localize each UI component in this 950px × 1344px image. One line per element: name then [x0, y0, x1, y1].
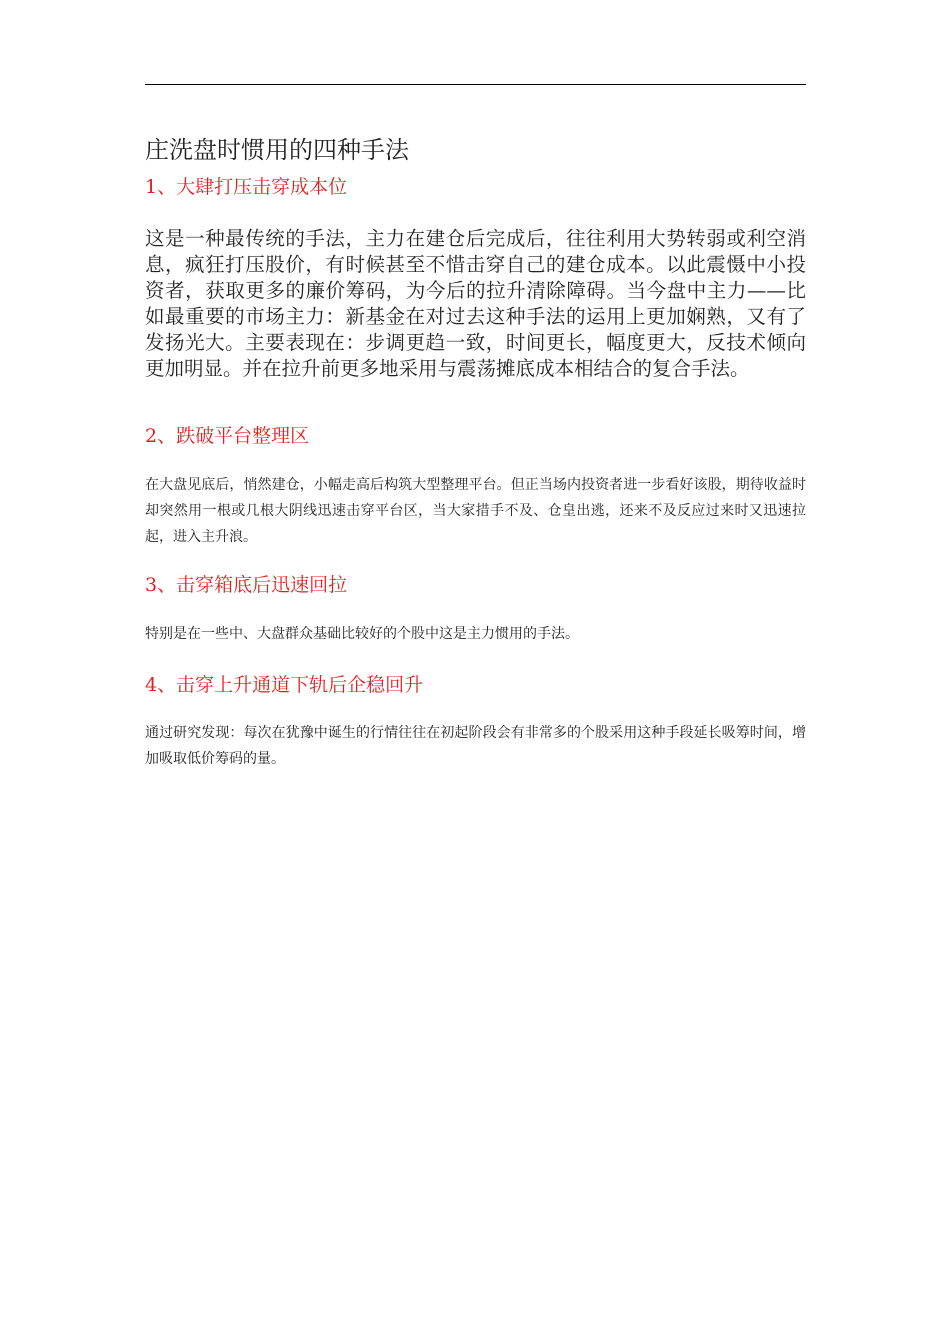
section-3-body: 特别是在一些中、大盘群众基础比较好的个股中这是主力惯用的手法。 [145, 626, 579, 642]
section-2-body: 在大盘见底后，悄然建仓，小幅走高后构筑大型整理平台。但正当场内投资者进一步看好该股，期待收益时却突然用一根或几根大阴线迅速击穿平台区，当大家措手不及、仓皇出逃，还来不及反应过来时又迅速拉起，进入主升浪。 [145, 477, 806, 545]
section-4-heading: 4、击穿上升通道下轨后企稳回升 [145, 674, 424, 696]
document-title: 庄洗盘时惯用的四种手法 [145, 136, 409, 164]
section-3-heading: 3、击穿箱底后迅速回拉 [145, 574, 348, 596]
section-1-body: 这是一种最传统的手法，主力在建仓后完成后，往往利用大势转弱或利空消息，疯狂打压股价，有时候甚至不惜击穿自己的建仓成本。以此震慑中小投资者，获取更多的廉价筹码，为今后的拉升清除障碍。当今盘中主力——比如最重要的市场主力：新基金在对过去这种手法的运用上更加娴熟，又有了发扬光大。主要表现在：步调更趋一致，时间更长，幅度更大，反技术倾向更加明显。并在拉升前更多地采用与震荡摊底成本相结合的复合手法。 [145, 227, 806, 380]
section-2-heading: 2、跌破平台整理区 [145, 425, 310, 447]
section-1-heading: 1、大肆打压击穿成本位 [145, 176, 348, 198]
section-4-body: 通过研究发现：每次在犹豫中诞生的行情往往在初起阶段会有非常多的个股采用这种手段延长吸筹时间，增加吸取低价筹码的量。 [145, 725, 806, 767]
header-rule [145, 84, 806, 85]
